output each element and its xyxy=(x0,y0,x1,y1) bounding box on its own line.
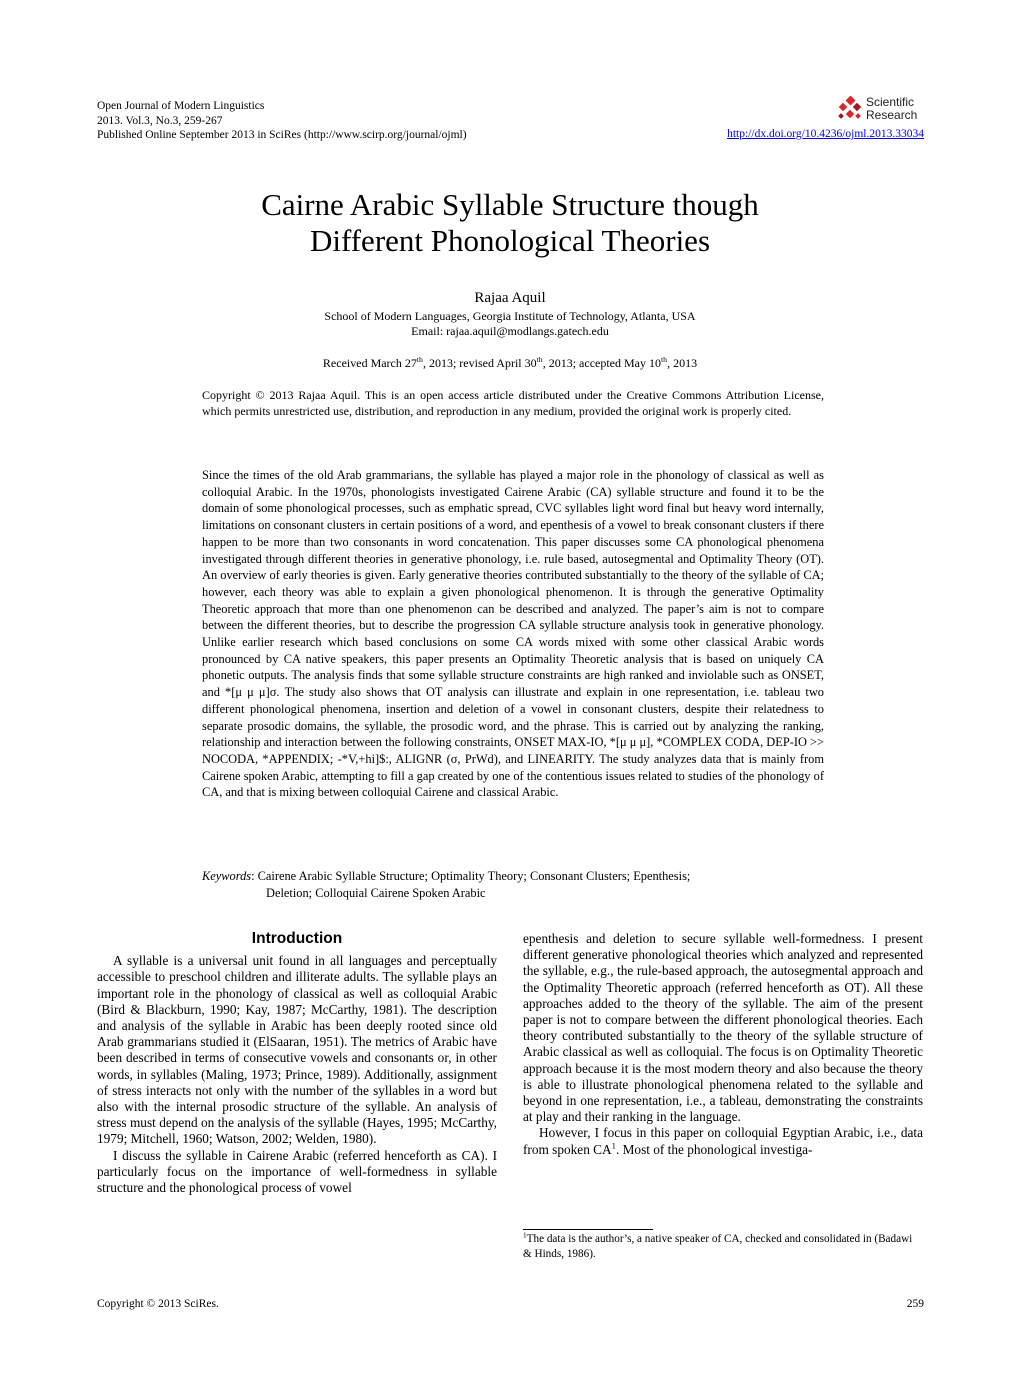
abstract: Since the times of the old Arab grammarians, the syllable has played a major role in the phonology of classical as well as colloquial Arabic. In the 1970s, phonologists investigated Cairene Arabic (CA) syllable structure and found it to be the domain of some phonological processes, such as emphatic spread, CVC syllables light word final but heavy word internally, limitations on consonant clusters in certain positions of a word, and epenthesis of a vowel to break consonant clusters if there happen to be more than two consonants in word concatenation. This paper discusses some CA phonological phenomena investigated through different theories in generative phonology, i.e. rule based, autosegmental and Optimality Theory (OT). An overview of early theories is given. Early generative theories contributed substantially to the theory of the syllable of CA; however, each theory was able to explain a given phonological phenomenon. It is through the generative Optimality Theoretic approach that more than one phenomenon can be described and analyzed. The paper’s aim is not to compare between the different theories, but to describe the progression CA syllable structure analysis took in generative phonology. Unlike earlier research which based conclusions on some CA words mixed with some other classical Arabic words pronounced by CA native speakers, this paper presents an Optimality Theoretic analysis that is based on uniquely CA phonetic outputs. The analysis finds that some syllable structure constraints are high ranked and inviolable such as ONSET, and *[μ μ μ]σ. The study also shows that OT analysis can illustrate and explain in one representation, i.e. tableau two different phonological phenomena, insertion and deletion of a vowel in consonant clusters, despite their relatedness to separate prosodic domains, the syllable, the prosodic word, and the phrase. This is carried out by analyzing the ranking, relationship and interaction between the following constraints, ONSET MAX-IO, *[μ μ μ], *COMPLEX CODA, DEP-IO >> NOCODA, *APPENDIX; -*V,+hi]$:, ALIGNR (σ, PrWd), and LINEARITY. The study analyzes data that is mainly from Cairene spoken Arabic, attempting to fill a gap created by one of the contentious issues related to studies of the phonology of CA, and that is mixing between colloquial Cairene and classical Arabic. xyxy=(202,468,824,800)
page-number: 259 xyxy=(906,1298,924,1310)
right-column xyxy=(523,931,923,1158)
received-dates: Received March 27th, 2013; revised April 30th, 2013; accepted May 10th, 2013 xyxy=(322,355,698,370)
journal-name: Open Journal of Modern Linguistics xyxy=(97,100,265,112)
publication-info: Published Online September 2013 in SciRes (http://www.scirp.org/journal/ojml) xyxy=(97,129,467,141)
paper-title: Cairne Arabic Syllable Structure though Different Phonological Theories xyxy=(261,187,759,258)
doi-link[interactable]: http://dx.doi.org/10.4236/ojml.2013.33034 xyxy=(727,128,924,140)
section-heading-introduction: Introduction xyxy=(251,930,343,947)
keywords: Keywords: Cairene Arabic Syllable Structure; Optimality Theory; Consonant Clusters; Epenthesis; Deletion; Colloquial Cairene Spoken Arabic xyxy=(202,869,691,900)
author-email: Email: rajaa.aquil@modlangs.gatech.edu xyxy=(411,324,609,338)
journal-header xyxy=(97,99,467,143)
journal-volume: 2013. Vol.3, No.3, 259-267 xyxy=(97,114,223,127)
paragraph: A syllable is a universal unit found in all languages and perceptually accessible to preschool children and illiterate adults. The syllable plays an important role in the phonology of classical as well as colloquial Arabic (Bird & Blackburn, 1990; Kay, 1987; McCarthy, 1981). The description and analysis of the syllable in Arabic has been deeply rooted since old Arab grammarians studied it (ElSaaran, 1951). The metrics of Arabic have been described in terms of consecutive vowels and consonants or, in other words, in syllables (Maling, 1973; Prince, 1989). Additionally, assignment of stress interacts not only with the number of the syllables in a word but also with the internal prosodic structure of the syllable. An analysis of stress must depend on the analysis of the syllable (Hayes, 1995; McCarthy, 1979; Mitchell, 1960; Watson, 2002; Welden, 1980). xyxy=(97,953,497,1147)
left-column xyxy=(97,931,497,1196)
footnote-divider xyxy=(523,1229,653,1230)
logo-diamond-icon xyxy=(836,96,866,124)
footer-copyright: Copyright © 2013 SciRes. xyxy=(97,1298,219,1310)
copyright-notice: Copyright © 2013 Rajaa Aquil. This is an open access article distributed under the Creative Commons Attribution License, which permits unrestricted use, distribution, and reproduction in any medium, provided the original work is properly cited. xyxy=(202,388,824,418)
paragraph: However, I focus in this paper on colloquial Egyptian Arabic, i.e., data from spoken $CA^1$. Most of the phonological investiga- xyxy=(523,1125,923,1157)
footnote: $^1$The data is the author’s, a native speaker of CA, checked and consolidated in (Badawi & Hinds, 1986). xyxy=(523,1231,913,1260)
logo-text: Scientific Research xyxy=(866,95,918,122)
scientific-research-logo xyxy=(836,96,928,124)
author-affiliation: School of Modern Languages, Georgia Institute of Technology, Atlanta, USA Email: rajaa.aquil@modlangs.gatech.edu xyxy=(0,309,1020,339)
keywords-label: Keywords xyxy=(202,869,252,883)
author-name: Rajaa Aquil xyxy=(474,290,546,306)
footnote-ref: 1 xyxy=(611,1140,616,1151)
paragraph: I discuss the syllable in Cairene Arabic (referred henceforth as CA). I particularly focus on the importance of well-formedness in syllable structure and the phonological process of vowel xyxy=(97,1147,497,1196)
paragraph: epenthesis and deletion to secure syllable well-formedness. I present different generative phonological theories which analyzed and represented the syllable, e.g., the rule-based approach, the autosegmental approach and the Optimality Theoretic approach (referred henceforth as OT). All these approaches added to the theory of the syllable. The aim of the present paper is not to compare between the different phonological theories. Each theory contributed substantially to the theory of the syllable structure of Arabic classical as well as colloquial. The focus is on Optimality Theoretic approach because it is the most modern theory and also because the theory is able to illustrate phonological phenomena related to the syllable and beyond in one representation, i.e., a tableau, demonstrating the constraints at play and their ranking in the language. xyxy=(523,931,923,1125)
